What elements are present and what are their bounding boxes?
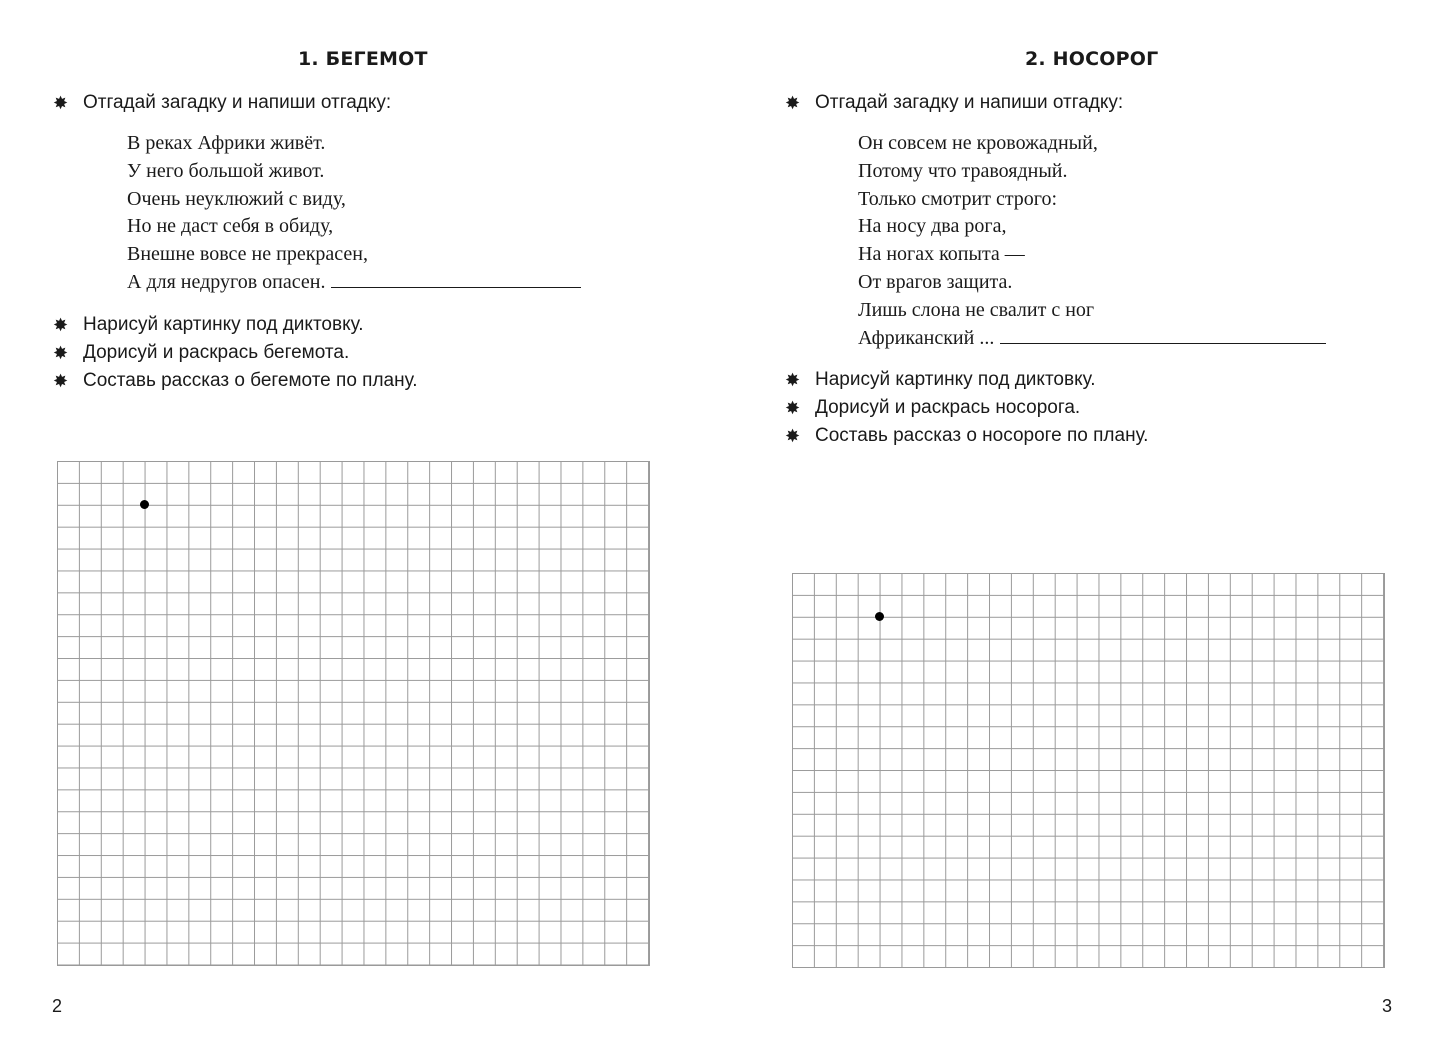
answer-blank[interactable]	[1000, 331, 1326, 344]
page-title: 2. НОСОРОГ	[1025, 48, 1159, 70]
page-number: 2	[52, 996, 63, 1016]
task-text: Нарисуй картинку под диктовку.	[815, 369, 1096, 390]
poem-line: Он совсем не кровожадный,	[858, 132, 1098, 154]
task-color	[53, 339, 350, 367]
start-dot	[140, 500, 149, 509]
task-text: Отгадай загадку и напиши отгадку:	[83, 92, 392, 113]
task-riddle	[785, 89, 1124, 117]
task-text: Дорисуй и раскрась бегемота.	[83, 342, 350, 363]
poem-line: От врагов защита.	[858, 270, 1013, 293]
poem-line: Лишь слона не свалит с ног	[858, 298, 1095, 321]
poem-line: В реках Африки живёт.	[127, 132, 326, 154]
drawing-grid[interactable]	[792, 573, 1385, 968]
page-number: 3	[1382, 996, 1393, 1016]
riddle-poem	[127, 130, 581, 297]
star-bullet-icon: ✸	[53, 371, 69, 391]
task-color	[785, 394, 1081, 422]
task-dictation	[785, 366, 1096, 394]
poem-line: Только смотрит строго:	[858, 187, 1058, 210]
right-page	[723, 0, 1445, 1051]
answer-blank[interactable]	[331, 275, 581, 288]
poem-line-text: Африканский ...	[858, 326, 995, 349]
left-page	[0, 0, 722, 1051]
star-bullet-icon: ✸	[53, 315, 69, 335]
poem-line-last	[127, 269, 581, 297]
task-text: Нарисуй картинку под диктовку.	[83, 314, 364, 335]
task-text: Составь рассказ о бегемоте по плану.	[83, 370, 418, 391]
task-riddle	[53, 89, 392, 117]
poem-line-text: А для недругов опасен.	[127, 270, 326, 293]
riddle-poem	[858, 130, 1326, 352]
task-story	[785, 422, 1149, 450]
task-story	[53, 367, 418, 395]
task-text: Составь рассказ о носороге по плану.	[815, 425, 1149, 446]
poem-line: У него большой живот.	[127, 159, 325, 182]
drawing-grid[interactable]	[57, 461, 650, 966]
star-bullet-icon: ✸	[785, 426, 801, 446]
poem-line: На носу два рога,	[858, 215, 1007, 238]
task-text: Отгадай загадку и напиши отгадку:	[815, 92, 1124, 113]
star-bullet-icon: ✸	[785, 370, 801, 390]
poem-line: Внешне вовсе не прекрасен,	[127, 243, 368, 266]
start-dot	[875, 612, 884, 621]
page-title: 1. БЕГЕМОТ	[298, 48, 428, 70]
poem-line: Но не даст себя в обиду,	[127, 215, 334, 238]
star-bullet-icon: ✸	[785, 93, 801, 113]
task-dictation	[53, 311, 364, 339]
star-bullet-icon: ✸	[53, 343, 69, 363]
star-bullet-icon: ✸	[53, 93, 69, 113]
star-bullet-icon: ✸	[785, 398, 801, 418]
poem-line: Потому что травоядный.	[858, 159, 1068, 182]
poem-line: Очень неуклюжий с виду,	[127, 187, 346, 210]
poem-line-last	[858, 325, 1326, 353]
task-text: Дорисуй и раскрась носорога.	[815, 397, 1081, 418]
poem-line: На ногах копыта —	[858, 243, 1025, 266]
